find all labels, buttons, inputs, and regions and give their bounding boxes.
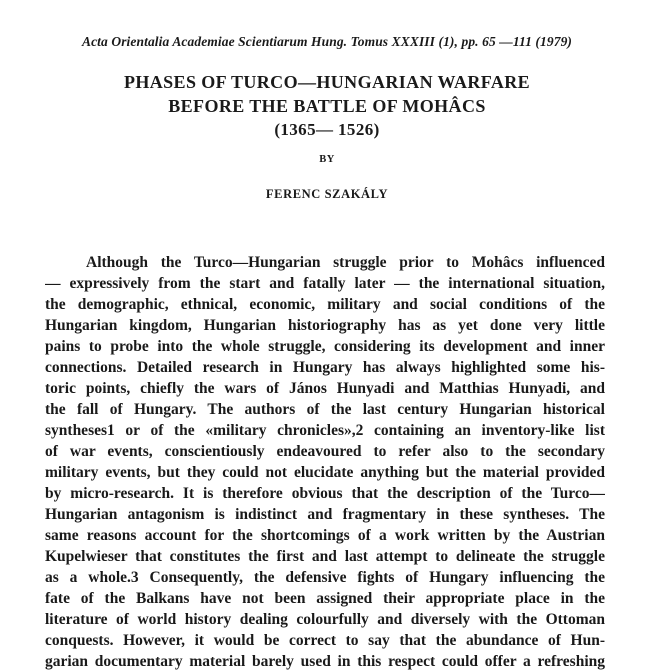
article-title-line-1: PHASES OF TURCO—HUNGARIAN WARFARE <box>123 72 531 92</box>
body-line: Hungarian kingdom, Hungarian historiography has as yet done very little <box>45 317 605 334</box>
body-line: same reasons account for the shortcomings of a work written by the Austrian <box>45 527 605 544</box>
body-line: literature of world history dealing colourfully and diversely with the Ottoman <box>45 611 605 628</box>
journal-citation: Acta Orientalia Academiae Scientiarum Hung. Tomus XXXIII (1), pp. 65 —111 (1979) <box>81 34 573 49</box>
body-line: conquests. However, it would be correct to say that the abundance of Hun- <box>45 632 605 649</box>
body-line: Hungarian antagonism is indistinct and fragmentary in these syntheses. The <box>45 506 605 523</box>
author-name: FERENC SZAKÁLY <box>265 187 389 201</box>
body-line: — expressively from the start and fatally later — the international situation, <box>45 275 605 292</box>
body-line: by micro-research. It is therefore obvious that the description of the Turco— <box>45 485 605 502</box>
body-paragraph <box>45 252 605 672</box>
body-line: Kupelwieser that constitutes the first and last attempt to delineate the struggle <box>45 548 605 565</box>
article-title-line-2: BEFORE THE BATTLE OF MOHÂCS <box>168 96 486 116</box>
body-line: the demographic, ethnical, economic, military and social conditions of the <box>45 296 605 313</box>
article-title-dates: (1365— 1526) <box>274 120 380 139</box>
body-line: syntheses1 or of the «military chronicles»,2 containing an inventory-like list <box>45 422 605 439</box>
body-line: toric points, chiefly the wars of János Hunyadi and Matthias Hunyadi, and <box>45 380 605 397</box>
body-line: pains to probe into the whole struggle, considering its development and inner <box>45 338 605 355</box>
body-line: of war events, conscientiously endeavoured to refer also to the secondary <box>45 443 605 460</box>
body-line: Although the Turco—Hungarian struggle prior to Mohâcs influenced <box>86 254 605 271</box>
body-line: connections. Detailed research in Hungary has always highlighted some his- <box>45 359 605 376</box>
body-line: as a whole.3 Consequently, the defensive fights of Hungary influencing the <box>45 569 605 586</box>
body-line: military events, but they could not elucidate anything but the material provided <box>45 464 605 481</box>
body-line: fate of the Balkans have not been assigned their appropriate place in the <box>45 590 605 607</box>
body-line: garian documentary material barely used in this respect could offer a refreshing <box>45 653 605 670</box>
body-line: the fall of Hungary. The authors of the last century Hungarian historical <box>45 401 605 418</box>
byline-by: BY <box>319 154 335 165</box>
